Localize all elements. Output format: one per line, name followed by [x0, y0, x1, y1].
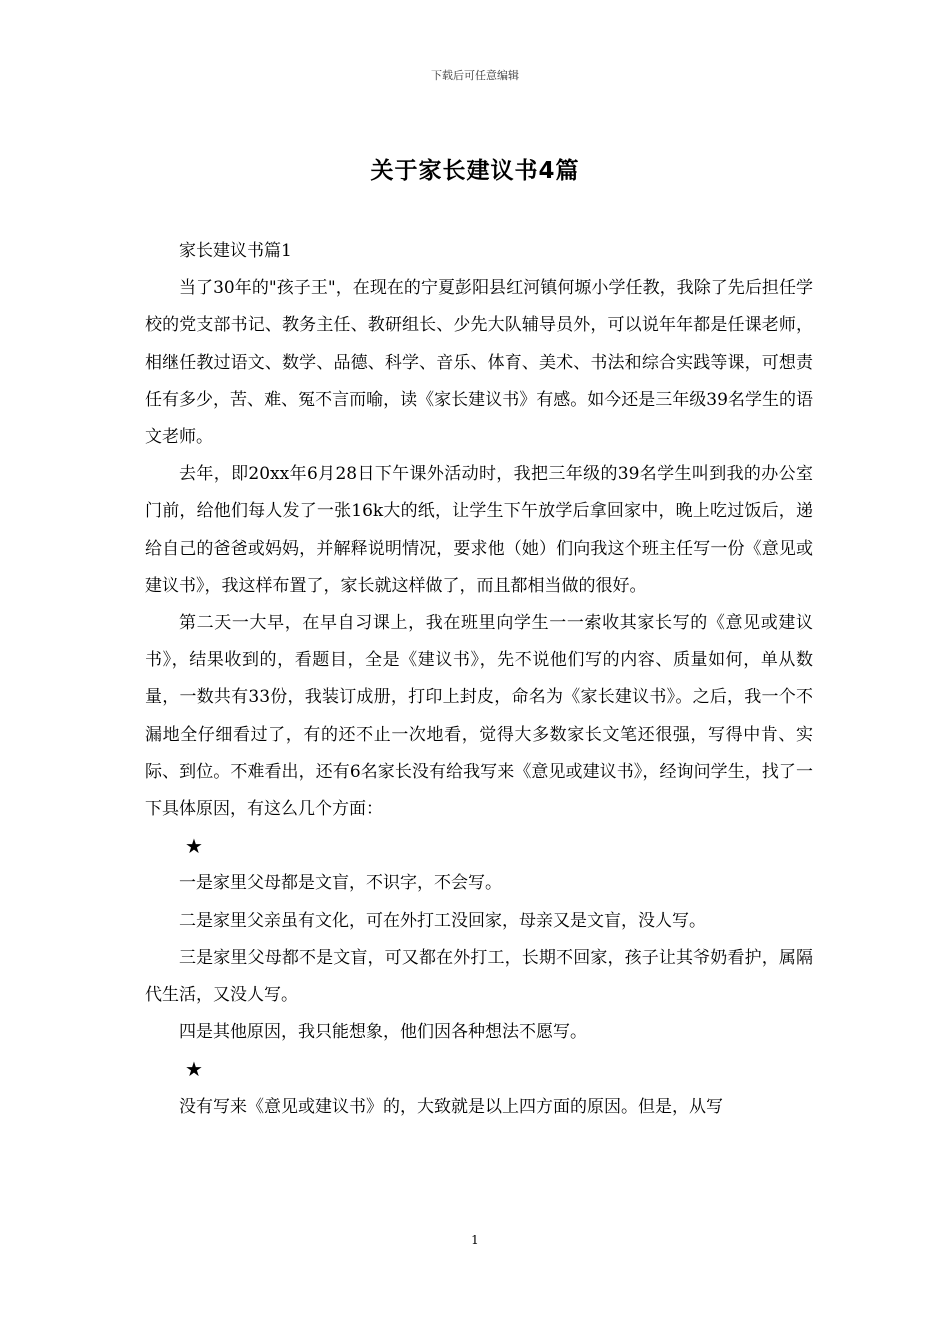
paragraph: 没有写来《意见或建议书》的，大致就是以上四方面的原因。但是，从写 — [179, 1096, 723, 1117]
page-number: 1 — [471, 1233, 479, 1247]
paragraph: 去年，即20xx年6月28日下午课外活动时，我把三年级的39名学生叫到我的办公室门前，给他们每人发了一张16k大的纸，让学生下午放学后拿回家中，晚上吃过饭后，递给自己的爸爸或妈妈，并解释说明情况，要求他（她）们向我这个班主任写一份《意见或建议书》，我这样布置了，家长就这样做了，而且都相当做的很好。 — [145, 464, 813, 596]
reason-item: 二是家里父亲虽有文化，可在外打工没回家，母亲又是文盲，没人写。 — [179, 910, 706, 931]
reason-item: 四是其他原因，我只能想象，他们因各种想法不愿写。 — [179, 1022, 587, 1043]
document-title: 关于家长建议书4篇 — [370, 158, 580, 184]
paragraph: 第二天一大早，在早自习课上，我在班里向学生一一索收其家长写的《意见或建议书》，结果收到的，看题目，全是《建议书》，先不说他们写的内容、质量如何，单从数量，一数共有33份，我装订成册，打印上封皮，命名为《家长建议书》。之后，我一个不漏地全仔细看过了，有的还不止一次地看，觉得大多数家长文笔还很强，写得中肯、实际、到位。不难看出，还有6名家长没有给我写来《意见或建议书》，经询问学生，找了一下具体原因，有这么几个方面： — [145, 613, 813, 820]
star-divider: ★ — [185, 834, 203, 859]
document-body — [145, 233, 813, 1126]
reason-item: 一是家里父母都是文盲，不识字，不会写。 — [179, 873, 502, 894]
star-divider: ★ — [185, 1057, 203, 1082]
section-heading: 家长建议书篇1 — [179, 241, 292, 261]
header-note: 下载后可任意编辑 — [431, 69, 519, 82]
paragraph: 当了30年的"孩子王"，在现在的宁夏彭阳县红河镇何塬小学任教，我除了先后担任学校的党支部书记、教务主任、教研组长、少先大队辅导员外，可以说年年都是任课老师，相继任教过语文、数学、品德、科学、音乐、体育、美术、书法和综合实践等课，可想责任有多少，苦、难、冤不言而喻，读《家长建议书》有感。如今还是三年级39名学生的语文老师。 — [145, 278, 813, 448]
reason-item: 三是家里父母都不是文盲，可又都在外打工，长期不回家，孩子让其爷奶看护，属隔代生活，又没人写。 — [145, 947, 813, 1006]
